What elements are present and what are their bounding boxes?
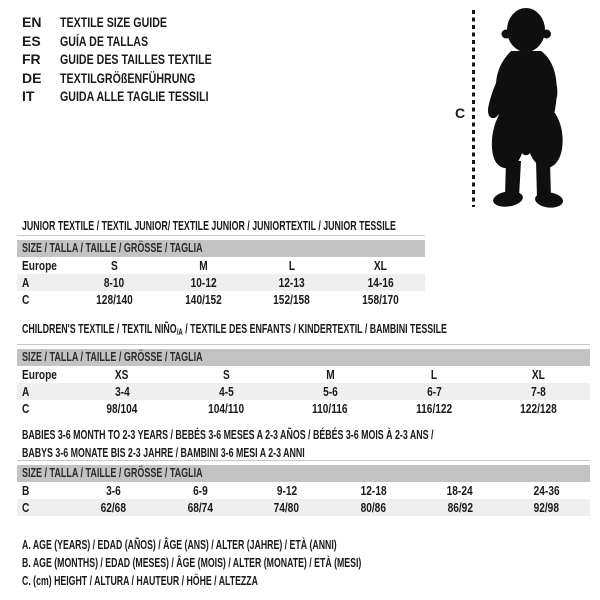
size-header-label: SIZE / TALLA / TAILLE / GRÖSSE / TAGLIA [22, 466, 203, 480]
table-row-europe [17, 257, 425, 274]
cell-age: 14-16 [367, 275, 394, 290]
cell-height: 158/170 [362, 292, 399, 307]
language-code: IT [22, 88, 35, 104]
cell-size: XL [531, 367, 545, 382]
nino-a-subscript: /A [176, 327, 183, 337]
cell-age: 7-8 [530, 384, 546, 399]
cell-height: 98/104 [106, 401, 138, 416]
size-header-label: SIZE / TALLA / TAILLE / GRÖSSE / TAGLIA [22, 241, 203, 255]
table-top-rule [17, 460, 590, 461]
cell-size: L [430, 367, 438, 382]
guide-title-de: TEXTILGRÖßENFÜHRUNG [60, 69, 196, 86]
cell-height: 140/152 [184, 292, 222, 307]
cell-age: 10-12 [190, 275, 217, 290]
language-row-de [22, 69, 260, 88]
cell-age: 8-10 [104, 275, 125, 290]
row-label: C [22, 292, 30, 307]
cell-months: 18-24 [447, 483, 473, 498]
language-code: ES [22, 32, 41, 49]
cell-age: 4-5 [218, 384, 234, 399]
cell-height: 80/86 [360, 500, 387, 515]
cell-height: 92/98 [534, 500, 560, 515]
table-top-rule [17, 344, 590, 345]
cell-size: L [288, 258, 295, 273]
row-label: Europe [22, 258, 57, 273]
cell-height: 86/92 [447, 500, 473, 515]
table-row-height [17, 499, 590, 516]
language-code: DE [22, 69, 42, 86]
junior-table-title [22, 217, 572, 235]
cell-height: 104/110 [207, 401, 245, 416]
cell-size: M [198, 258, 208, 273]
cell-months: 9-12 [276, 483, 297, 498]
babies-table-title [22, 426, 600, 462]
cell-size: XS [115, 367, 129, 382]
cell-height: 122/128 [519, 401, 557, 416]
footnote-c: C. (cm) HEIGHT / ALTURA / HAUTEUR / HÖHE / ALTEZZA [22, 574, 258, 588]
children-table-title [22, 320, 600, 341]
babies-table-title-line2: BABYS 3-6 MONATE BIS 2-3 JAHRE / BAMBINI 3-6 MESI A 2-3 ANNI [22, 445, 305, 460]
language-row-es [22, 32, 260, 51]
table-row-height [17, 291, 425, 308]
cell-age: 3-4 [114, 384, 130, 399]
footnote-b: B. AGE (MONTHS) / EDAD (MESES) / ÂGE (MOIS) / ALTER (MONATE) / ETÀ (MESI) [22, 556, 362, 570]
babies-size-table [17, 460, 590, 516]
junior-size-table [17, 235, 425, 308]
cell-age: 6-7 [426, 384, 442, 399]
cell-height: 152/158 [273, 292, 311, 307]
cell-age: 12-13 [278, 275, 305, 290]
cell-height: 116/122 [415, 401, 453, 416]
size-header-bar [17, 465, 590, 482]
language-header [22, 13, 260, 106]
row-label: A [22, 384, 30, 399]
guide-title-en: TEXTILE SIZE GUIDE [60, 14, 168, 30]
row-label: C [22, 500, 30, 515]
language-code: FR [22, 51, 41, 67]
cell-age: 5-6 [322, 384, 338, 399]
legend-footnotes [22, 536, 507, 590]
table-top-rule [17, 235, 425, 236]
row-label: A [22, 275, 30, 290]
cell-months: 24-36 [533, 483, 560, 498]
table-row-height [17, 400, 590, 417]
guide-title-it: GUIDA ALLE TAGLIE TESSILI [60, 88, 209, 104]
language-row-fr [22, 50, 260, 69]
cell-height: 62/68 [100, 500, 127, 515]
guide-title-es: GUÍA DE TALLAS [60, 32, 149, 49]
table-row-age [17, 383, 590, 400]
guide-title-fr: GUIDE DES TAILLES TEXTILE [60, 51, 212, 67]
size-header-label: SIZE / TALLA / TAILLE / GRÖSSE / TAGLIA [22, 350, 203, 364]
cell-height: 110/116 [312, 401, 348, 416]
table-row-europe [17, 366, 590, 383]
cell-height: 74/80 [273, 500, 300, 515]
size-header-bar [17, 240, 425, 257]
cell-size: M [325, 367, 335, 382]
height-measure-line [472, 10, 475, 207]
junior-table-title-text: JUNIOR TEXTILE / TEXTIL JUNIOR/ TEXTILE JUNIOR / JUNIORTEXTIL / JUNIOR TESSILE [22, 218, 396, 233]
language-row-en [22, 13, 260, 32]
table-row-months [17, 482, 590, 499]
cell-months: 6-9 [192, 483, 208, 498]
height-label-c: C [455, 105, 466, 121]
cell-months: 12-18 [360, 483, 387, 498]
cell-height: 128/140 [96, 292, 133, 307]
language-row-it [22, 87, 260, 106]
cell-size: S [222, 367, 230, 382]
table-row-age [17, 274, 425, 291]
cell-size: XL [374, 258, 388, 273]
size-header-bar [17, 349, 590, 366]
cell-size: S [110, 258, 118, 273]
row-label: Europe [22, 367, 57, 382]
baby-silhouette-icon [483, 7, 573, 208]
children-table-title-text: CHILDREN'S TEXTILE / TEXTIL $NIÑO_{/A}$ / TEXTILE DES ENFANTS / KINDERTEXTIL / BAMBINI TESSILE [22, 321, 447, 337]
language-code: EN [22, 14, 42, 30]
children-size-table [17, 344, 590, 417]
babies-table-title-line1: BABIES 3-6 MONTH TO 2-3 YEARS / BEBÉS 3-6 MESES A 2-3 AÑOS / BÉBÉS 3-6 MOIS À 2-3 ANS / [22, 427, 434, 442]
row-label: C [22, 401, 30, 416]
footnote-a: A. AGE (YEARS) / EDAD (AÑOS) / ÂGE (ANS) / ALTER (JAHRE) / ETÀ (ANNI) [22, 538, 337, 552]
row-label: B [22, 483, 30, 498]
cell-height: 68/74 [187, 500, 213, 515]
cell-months: 3-6 [106, 483, 121, 498]
